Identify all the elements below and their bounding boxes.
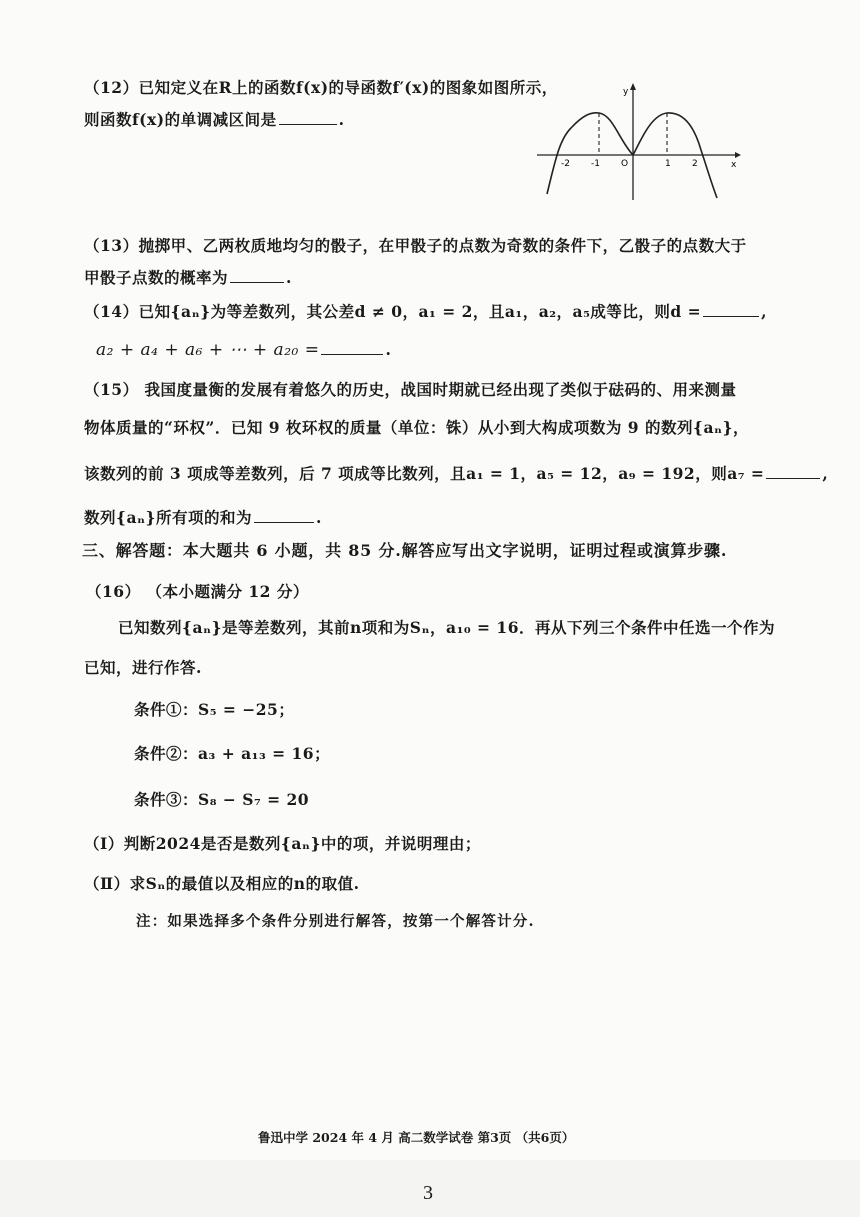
page-footer: 鲁迅中学 2024 年 4 月 高二数学试卷 第3页 （共6页） xyxy=(258,1130,575,1145)
q15-line3-text: 该数列的前 3 项成等差数列，后 7 项成等比数列，且a₁ = 1，a₅ = 12，a₉ = 192，则a₇ = xyxy=(84,464,765,483)
q12-line2-text: 则函数f(x)的单调减区间是 xyxy=(84,110,277,129)
q15-line2: 物体质量的“环权”．已知 9 枚环权的质量（单位：铢）从小到大构成项数为 9 的数列{aₙ}， xyxy=(84,418,750,437)
q15-line1: （15） 我国度量衡的发展有着悠久的历史，战国时期就已经出现了类似于砝码的、用来测量 xyxy=(84,380,737,399)
y-axis-label: y xyxy=(623,87,629,97)
q13-line1: （13）抛掷甲、乙两枚质地均匀的骰子，在甲骰子的点数为奇数的条件下，乙骰子的点数大于 xyxy=(84,236,747,255)
q14-answer-blank-d xyxy=(703,302,759,317)
q16-condition-2: 条件②：a₃ + a₁₃ = 16； xyxy=(134,744,331,763)
section-heading: 三、解答题：本大题共 6 小题，共 85 分.解答应写出文字说明，证明过程或演算步骤. xyxy=(82,541,728,560)
tick-2: 2 xyxy=(692,159,698,169)
q12-answer-blank xyxy=(279,110,337,125)
q12-line2: 则函数f(x)的单调减区间是 . xyxy=(84,110,345,129)
q14-line2-text: a₂ + a₄ + a₆ + ⋯ + a₂₀ = xyxy=(96,340,320,360)
x-axis-label: x xyxy=(731,160,737,170)
x-axis-arrow-icon xyxy=(735,152,741,158)
q15-line3: 该数列的前 3 项成等差数列，后 7 项成等比数列，且a₁ = 1，a₅ = 12，a₉ = 192，则a₇ = , xyxy=(84,464,829,483)
q16-stem2: 已知，进行作答. xyxy=(84,658,202,677)
q16-header: （16） （本小题满分 12 分） xyxy=(86,582,309,601)
q16-condition-1: 条件①：S₅ = −25； xyxy=(134,700,295,719)
q14-line1-text: （14）已知{aₙ}为等差数列，其公差d ≠ 0，a₁ = 2，且a₁，a₂，a₅成等比，则d = xyxy=(84,302,702,321)
y-axis-arrow-icon xyxy=(630,83,636,90)
q15-line4-text: 数列{aₙ}所有项的和为 xyxy=(84,508,253,527)
q14-line1: （14）已知{aₙ}为等差数列，其公差d ≠ 0，a₁ = 2，且a₁，a₂，a₅成等比，则d = , xyxy=(84,302,768,321)
q14-line2: a₂ + a₄ + a₆ + ⋯ + a₂₀ = . xyxy=(96,340,392,360)
page-number: 3 xyxy=(423,1182,433,1204)
q16-stem1: 已知数列{aₙ}是等差数列，其前n项和为Sₙ，a₁₀ = 16．再从下列三个条件中任选一个作为 xyxy=(118,618,776,637)
q16-part-2: （Ⅱ）求Sₙ的最值以及相应的n的取值. xyxy=(84,874,360,893)
q12-line1: （12）已知定义在R上的函数f(x)的导函数f′(x)的图象如图所示， xyxy=(84,78,558,97)
q13-line2-text: 甲骰子点数的概率为 xyxy=(84,268,229,287)
q15-answer-blank-a7 xyxy=(766,464,820,479)
q16-condition-3: 条件③：S₈ − S₇ = 20 xyxy=(134,790,310,809)
q16-part-1: （Ⅰ）判断2024是否是数列{aₙ}中的项，并说明理由； xyxy=(84,834,481,853)
q15-line4: 数列{aₙ}所有项的和为 . xyxy=(84,508,322,527)
tick-neg1: -1 xyxy=(591,159,600,169)
q13-answer-blank xyxy=(230,268,284,283)
q14-answer-blank-sum xyxy=(321,340,383,355)
q16-note: 注：如果选择多个条件分别进行解答，按第一个解答计分. xyxy=(136,913,535,930)
tick-neg2: -2 xyxy=(561,159,570,169)
tick-1: 1 xyxy=(665,159,671,169)
derivative-graph xyxy=(535,82,745,204)
q13-line2: 甲骰子点数的概率为 . xyxy=(84,268,292,287)
q15-answer-blank-sum xyxy=(254,508,314,523)
origin-label: O xyxy=(621,159,629,169)
